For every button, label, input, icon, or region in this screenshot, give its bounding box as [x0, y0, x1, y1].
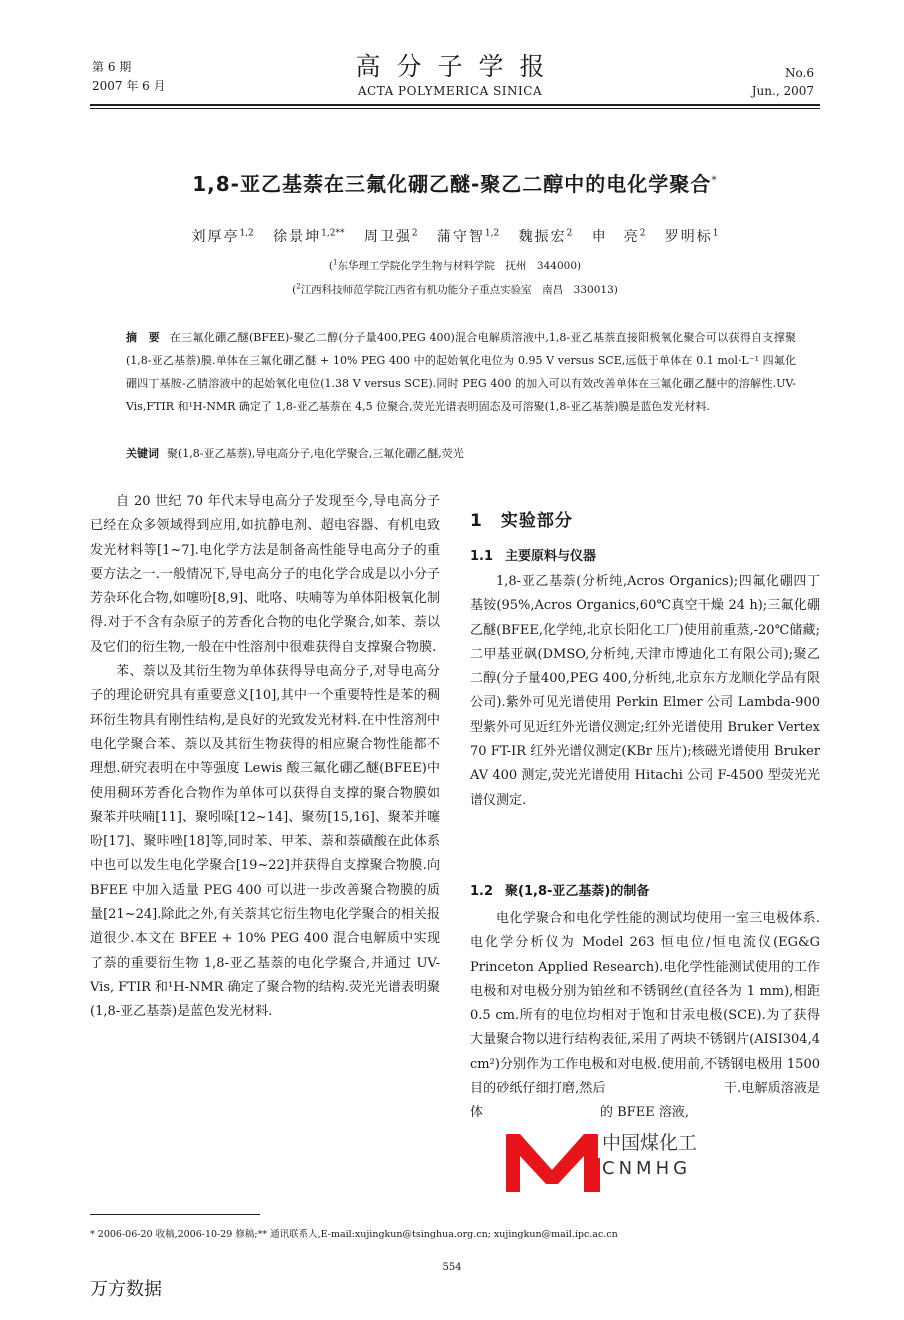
- author: 蒲守智$^{1,2}$: [436, 228, 500, 245]
- issue-date-cn: 2007 年 6 月: [92, 79, 166, 93]
- section-heading-experimental: 1 实验部分: [470, 511, 573, 531]
- materials-paragraph: 1,8-亚乙基萘(分析纯,Acros Organics);四氟化硼四丁基铵(95%,Acros Organics,60℃真空干燥 24 h);三氟化硼乙醚(BFEE,化学纯,北京长阳化工厂)使用前重蒸,-20℃储藏;二甲基亚砜(DMSO,分析纯,天津市博迪化工有限公司);聚乙二醇(分子量400,PEG 400,分析纯,北京东方龙顺化学品有限公司).紫外可见光谱使用 Perkin Elmer 公司 Lambda-900 型紫外可见近红外光谱仪测定;红外光谱使用 Bruker Vertex 70 FT-IR 红外光谱仪测定(KBr 压片);核磁光谱使用 Bruker AV 400 测定,荧光光谱使用 Hitachi 公司 F-4500 型荧光光谱仪测定.: [470, 574, 820, 808]
- header-rule-thin: [90, 108, 820, 109]
- keywords: [126, 443, 796, 465]
- wanfang-watermark: 万方数据: [90, 1279, 162, 1300]
- affiliation-2: ($^2$江西科技师范学院江西省有机功能分子重点实验室 南昌 330013): [292, 282, 618, 296]
- footnote-rule: [90, 1214, 260, 1215]
- journal-masthead: [300, 52, 600, 98]
- footnote: * 2006-06-20 收稿,2006-10-29 修稿;** 通讯联系人,E-mail:xujingkun@tsinghua.org.cn; xujingkun@mail.ipc.ac.cn: [90, 1229, 618, 1240]
- subsection-heading-materials: 1.1 主要原料与仪器: [470, 549, 597, 564]
- intro-paragraph-1: 自 20 世纪 70 年代末导电高分子发现至今,导电高分子已经在众多领域得到应用,如抗静电剂、超电容器、有机电致发光材料等[1~7].电化学方法是制备高性能导电高分子的重要方法之一.一般情况下,导电高分子的电化学合成是以小分子芳杂环化合物,如噻吩[8,9]、吡咯、呋喃等为单体阳极氧化制得.对于不含有杂原子的芳香化合物的电化学聚合,如苯、萘以及它们的衍生物,一般在中性溶剂中很难获得自支撑聚合物膜.: [90, 494, 440, 655]
- intro-paragraph-2: 苯、萘以及其衍生物为单体获得导电高分子,对导电高分子的理论研究具有重要意义[10],其中一个重要特性是苯的稠环衍生物具有刚性结构,是良好的光致发光材料.在中性溶剂中电化学聚合苯、萘以及其衍生物获得的相应聚合物性能都不理想.研究表明在中等强度 Lewis 酸三氟化硼乙醚(BFEE)中使用稠环芳香化合物作为单体可以获得自支撑的聚合物膜如聚苯并呋喃[11]、聚吲哚[12~14]、聚芴[15,16]、聚苯并噻吩[17]、聚咔唑[18]等,同时苯、甲苯、萘和萘磺酸在此体系中也可以发生电化学聚合[19~22]并获得自支撑聚合物膜.向 BFEE 中加入适量 PEG 400 可以进一步改善聚合物膜的质量[21~24].除此之外,有关萘其它衍生物电化学聚合的相关报道很少.本文在 BFEE + 10% PEG 400 混合电解质中实现了萘的重要衍生物 1,8-亚乙基萘的电化学聚合,并通过 UV-Vis, FTIR 和¹H-NMR 确定了聚合物的结构.荧光光谱表明聚(1,8-亚乙基萘)是蓝色发光材料.: [90, 664, 440, 1020]
- affiliation-1: ($^1$东华理工学院化学生物与材料学院 抚州 344000): [328, 258, 582, 272]
- keywords-text: 聚(1,8-亚乙基萘),导电高分子,电化学聚合,三氟化硼乙醚,荧光: [167, 447, 464, 460]
- watermark-text-en: CNMHG: [602, 1158, 692, 1179]
- author: 徐景坤$^{1,2**}$: [273, 228, 345, 245]
- subsection-heading-preparation: 1.2 聚(1,8-亚乙基萘)的制备: [470, 884, 650, 899]
- author-list: [90, 226, 820, 246]
- author: 申 亮$^2$: [591, 228, 646, 245]
- abstract: [126, 326, 796, 418]
- intro-column: [90, 490, 440, 1025]
- issue-date-en: Jun., 2007: [751, 84, 814, 98]
- author: 魏振宏$^2$: [518, 228, 573, 245]
- issue-number-cn: 第 6 期: [92, 60, 132, 74]
- title-text: 1,8-亚乙基萘在三氟化硼乙醚-聚乙二醇中的电化学聚合: [192, 172, 712, 196]
- page-number: 554: [442, 1262, 462, 1273]
- abstract-text: 在三氟化硼乙醚(BFEE)-聚乙二醇(分子量400,PEG 400)混合电解质溶液中,1,8-亚乙基萘直接阳极氧化聚合可以获得自支撑聚(1,8-亚乙基萘)膜.单体在三氟化硼乙醚 + 10% PEG 400 中的起始氧化电位为 0.95 V versus SCE,远低于单体在 0.1 mol·L⁻¹ 四氟化硼四丁基胺-乙腈溶液中的起始氧化电位(1.38 V versus SCE).同时 PEG 400 的加入可以有效改善单体在三氟化硼乙醚中的溶解性.UV-Vis,FTIR 和¹H-NMR 确定了 1,8-亚乙基萘在 4,5 位聚合,荧光光谱表明固态及可溶聚(1,8-亚乙基萘)膜是蓝色发光材料.: [126, 331, 796, 413]
- materials-text: [470, 570, 820, 813]
- author: 刘厚亭$^{1,2}$: [191, 228, 254, 245]
- header-rule-thick: [90, 104, 820, 106]
- issue-info-cn: [92, 58, 166, 96]
- journal-title-en: ACTA POLYMERICA SINICA: [357, 84, 543, 98]
- title-footnote-mark: *: [711, 173, 718, 187]
- abstract-label: 摘 要: [126, 331, 160, 344]
- keywords-label: 关键词: [126, 447, 159, 460]
- author: 罗明标$^1$: [664, 228, 719, 245]
- preparation-paragraph: 电化学聚合和电化学性能的测试均使用一室三电极体系.电化学分析仪为 Model 263 恒电位/恒电流仪(EG&G Princeton Applied Research).电化学性能测试使用的工作电极和对电极分别为铂丝和不锈钢丝(直径各为 1 mm),相距 0.5 cm.所有的电位均相对于饱和甘汞电极(SCE).为了获得大量聚合物以进行结构表征,采用了两块不锈钢片(AISI304,4 cm²)分别作为工作电极和对电极.使用前,不锈钢电极用 1500 目的砂纸仔细打磨,然后 干.电解质溶液是体 的 BFEE 溶液,: [470, 911, 820, 1121]
- preparation-text: [470, 907, 820, 1126]
- author: 周卫强$^2$: [363, 228, 418, 245]
- issue-info-en: [752, 64, 814, 100]
- journal-title-cn: 高分子学报: [355, 52, 561, 81]
- paper-title: [90, 168, 820, 197]
- issue-number-en: No.6: [785, 66, 814, 80]
- watermark-text-cn: 中国煤化工: [600, 1128, 699, 1155]
